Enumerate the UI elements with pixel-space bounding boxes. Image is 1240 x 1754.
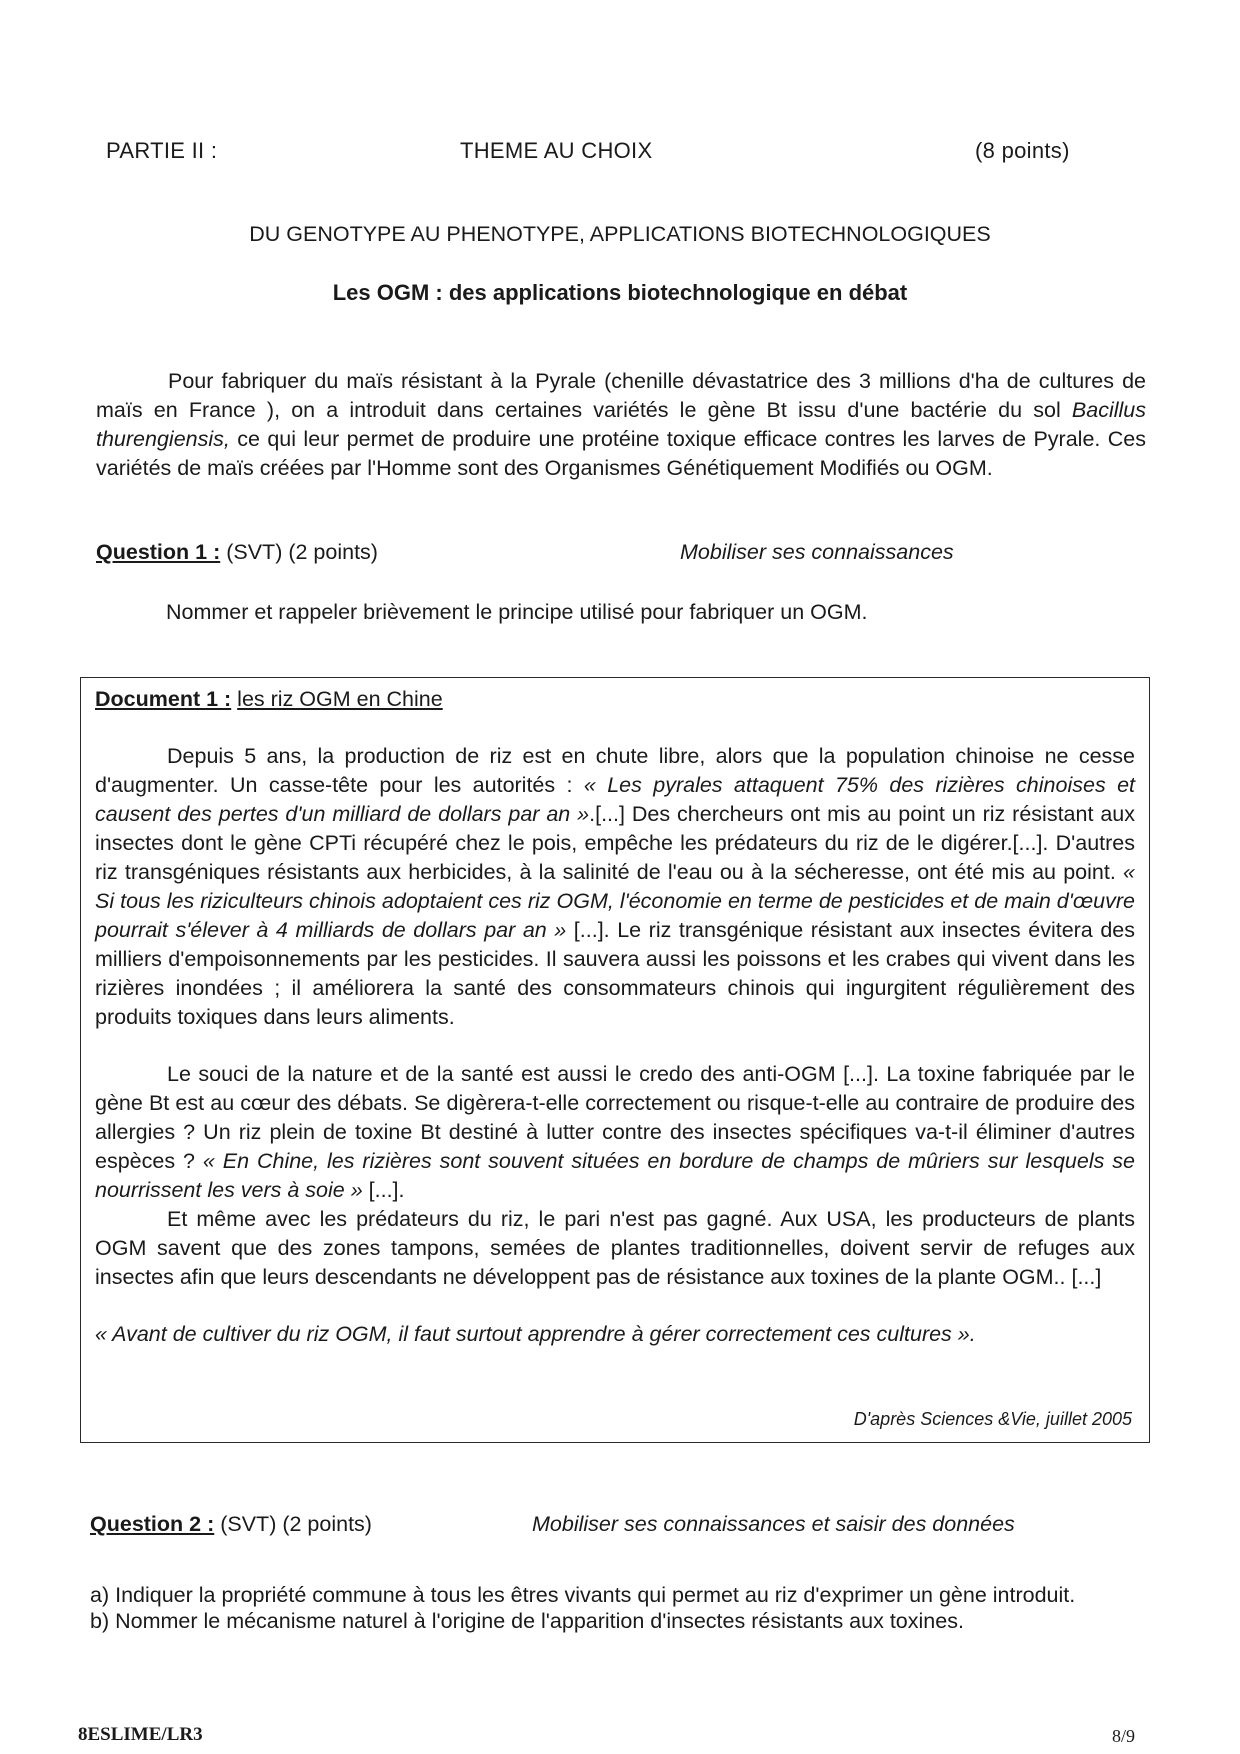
doc1-p1-text-c: [...]. Le riz transgénique résistant aux insectes évitera des milliers d'empoisonnements par les pesticides. Il sauvera aussi les poissons et les crabes qui vivent dans les rizières inondées ; il améliorera la santé des consommateurs chinois qui ingurgitent régulièrement des produits toxiques dans leurs aliments. [95, 918, 1135, 1029]
document1-label: Document 1 : [95, 687, 232, 711]
points-label: (8 points) [975, 138, 1070, 163]
doc1-p1-text-a: Depuis 5 ans, la production de riz est en chute libre, alors que la population chinoise ne cesse d'augmenter. Un casse-tête pour les autorités : [95, 744, 1135, 797]
page-title: Les OGM : des applications biotechnologique en débat [332, 280, 908, 305]
document1-source: D'après Sciences &Vie, juillet 2005 [853, 1409, 1132, 1429]
question1-header [96, 540, 378, 565]
doc1-p1-text-b: .[...] Des chercheurs ont mis au point un riz résistant aux insectes dont le gène CPTi récupéré chez le pois, empêche les prédateurs du riz de le digérer.[...]. D'autres riz transgéniques résistants aux herbicides, à la salinité de l'eau ou à la sécheresse, ont été mis au point. [95, 802, 1136, 884]
page-number: 8/9 [1112, 1726, 1136, 1746]
intro-text-2: ce qui leur permet de produire une protéine toxique efficace contres les larves de Pyrale. Ces variétés de maïs créées par l'Homme sont des Organismes Génétiquement Modifiés ou OGM. [96, 427, 1146, 480]
doc1-p2-text-a: Le souci de la nature et de la santé est aussi le credo des anti-OGM [...]. La toxine fabriquée par le gène Bt est au cœur des débats. Se digèrera-t-elle correctement ou risque-t-elle au contraire de produire des allergies ? Un riz plein de toxine Bt destiné à lutter contre des insectes spécifiques va-t-il éliminer d'autres espèces ? [95, 1062, 1135, 1173]
question2-skill: Mobiliser ses connaissances et saisir des données [532, 1512, 1015, 1536]
intro-paragraph [96, 367, 1146, 483]
question2-meta: (SVT) (2 points) [220, 1512, 372, 1536]
doc1-p1-quote-1: « Les pyrales attaquent 75% des rizières chinoises et causent des pertes d'un milliard de dollars par an » [95, 773, 1135, 826]
question1-skill: Mobiliser ses connaissances [680, 540, 954, 564]
document1-paragraph-3: Et même avec les prédateurs du riz, le pari n'est pas gagné. Aux USA, les producteurs de plants OGM savent que des zones tampons, semées de plantes traditionnelles, doivent servir de refuges aux insectes afin que leurs descendants ne développent pas de résistance aux toxines de la plante OGM.. [...] [95, 1207, 1135, 1289]
doc1-p2-text-b: [...]. [362, 1178, 405, 1202]
theme-label: THEME AU CHOIX [460, 138, 653, 163]
question1-meta: (SVT) (2 points) [226, 540, 378, 564]
question2-label: Question 2 : [90, 1512, 215, 1536]
subtitle: DU GENOTYPE AU PHENOTYPE, APPLICATIONS BIOTECHNOLOGIQUES [249, 222, 991, 246]
intro-text-1: Pour fabriquer du maïs résistant à la Pyrale (chenille dévastatrice des 3 millions d'ha de cultures de maïs en France ), on a introduit dans certaines variétés le gène Bt issu d'une bactérie du sol [96, 369, 1146, 422]
intro-species: Bacillus thurengiensis, [96, 398, 1146, 451]
document1-paragraph-1 [95, 742, 1135, 1032]
question1-label: Question 1 : [96, 540, 221, 564]
document1-title: les riz OGM en Chine [237, 687, 443, 711]
question2-item-b: b) Nommer le mécanisme naturel à l'origine de l'apparition d'insectes résistants aux toxines. [90, 1609, 964, 1633]
document1-paragraph-2 [95, 1060, 1135, 1205]
question1-text: Nommer et rappeler brièvement le principe utilisé pour fabriquer un OGM. [166, 600, 868, 624]
document1-quote: « Avant de cultiver du riz OGM, il faut surtout apprendre à gérer correctement ces cultures ». [95, 1322, 976, 1346]
question2-item-a: a) Indiquer la propriété commune à tous les êtres vivants qui permet au riz d'exprimer un gène introduit. [90, 1583, 1076, 1607]
document1-header [95, 687, 443, 712]
part-label: PARTIE II : [106, 138, 218, 163]
footer-code: 8ESLIME/LR3 [78, 1724, 203, 1745]
doc1-p2-quote: « En Chine, les rizières sont souvent situées en bordure de champs de mûriers sur lesquels se nourrissent les vers à soie » [95, 1149, 1135, 1202]
document1-body [95, 742, 1135, 1349]
question2-header [90, 1512, 372, 1537]
doc1-p1-quote-2: « Si tous les riziculteurs chinois adoptaient ces riz OGM, l'économie en terme de pesticides et de main d'œuvre pourrait s'élever à 4 milliards de dollars par an » [95, 860, 1135, 942]
